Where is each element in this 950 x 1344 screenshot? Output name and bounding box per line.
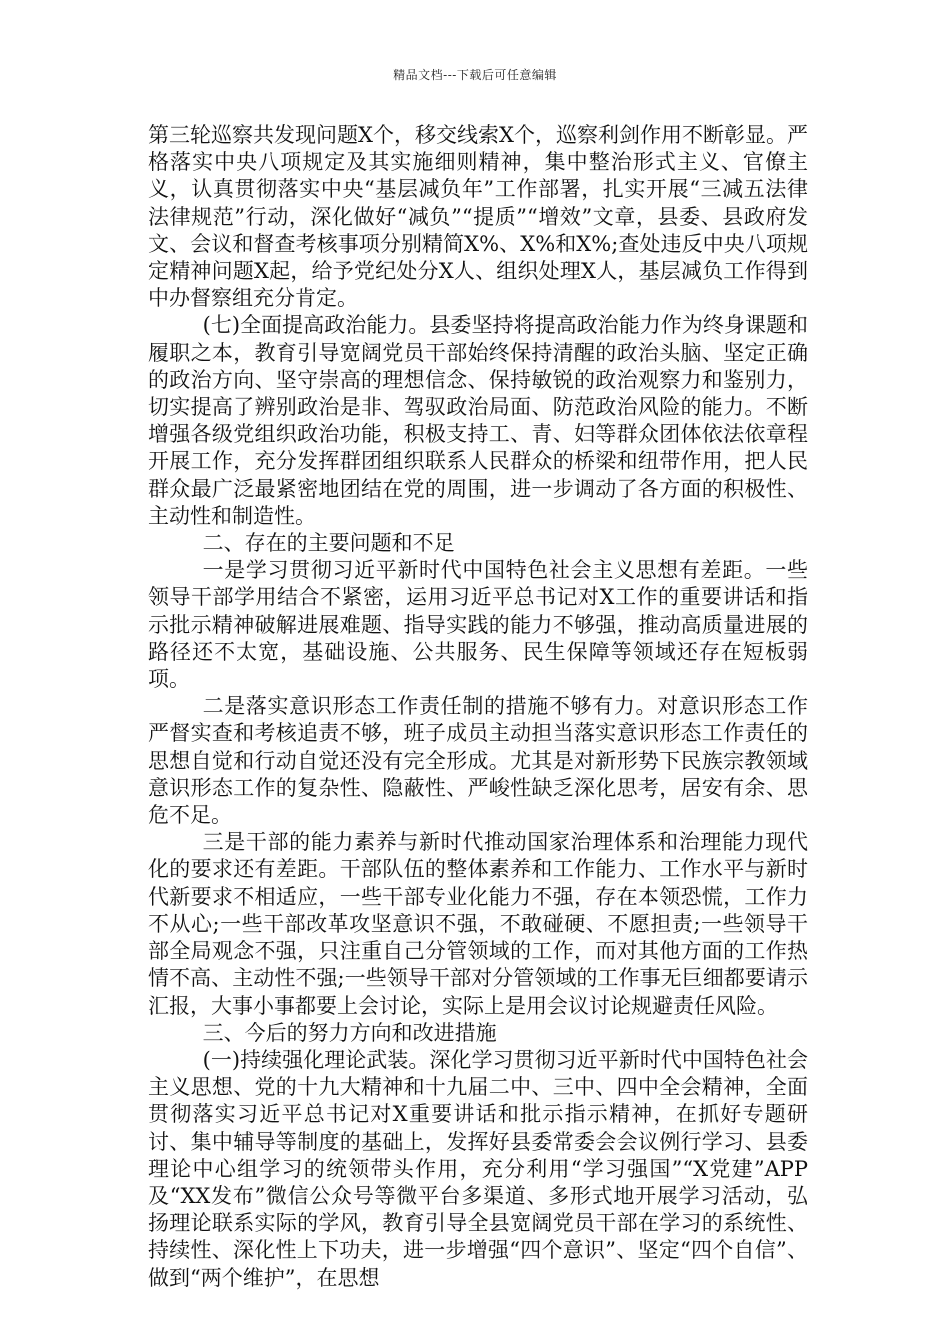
section-heading-measures: 三、今后的努力方向和改进措施 <box>202 1020 497 1045</box>
paragraph-problem-2: 二是落实意识形态工作责任制的措施不够有力。对意识形态工作严督实查和考核追责不够，班子成员主动担当落实意识形态工作责任的思想自觉和行动自觉还没有完全形成。尤其是对新形势下民族宗教领域意识形态工作的复杂性、隐蔽性、严峻性缺乏深化思考，居安有余、思危不足。 <box>148 694 808 828</box>
page-header: 精品文档---下载后可任意编辑 <box>393 68 557 82</box>
paragraph-continuation: 第三轮巡察共发现问题X个，移交线索X个，巡察利剑作用不断彰显。严格落实中央八项规定及其实施细则精神，集中整治形式主义、官僚主义，认真贯彻落实中央“基层减负年”工作部署，扎实开展“三减五法律法律规范”行动，深化做好“减负”“提质”“增效”文章，县委、县政府发文、会议和督查考核事项分别精简X%、X%和X%;查处违反中央八项规定精神问题X起，给予党纪处分X人、组织处理X人，基层减负工作得到中办督察组充分肯定。 <box>148 123 808 311</box>
paragraph-problem-3: 三是干部的能力素养与新时代推动国家治理体系和治理能力现代化的要求还有差距。干部队伍的整体素养和工作能力、工作水平与新时代新要求不相适应，一些干部专业化能力不强，存在本领恐慌，工作力不从心;一些干部改革攻坚意识不强，不敢碰硬、不愿担责;一些领导干部全局观念不强，只注重自己分管领域的工作，而对其他方面的工作热情不高、主动性不强;一些领导干部对分管领域的工作事无巨细都要请示汇报，大事小事都要上会讨论，实际上是用会议讨论规避责任风险。 <box>148 830 808 1018</box>
paragraph-problem-1: 一是学习贯彻习近平新时代中国特色社会主义思想有差距。一些领导干部学用结合不紧密，运用习近平总书记对X工作的重要讲话和指示批示精神破解进展难题、指导实践的能力不够强，推动高质量进展的路径还不太宽，基础设施、公共服务、民生保障等领域还存在短板弱项。 <box>148 558 808 692</box>
paragraph-political-ability: (七)全面提高政治能力。县委坚持将提高政治能力作为终身课题和履职之本，教育引导宽阔党员干部始终保持清醒的政治头脑、坚定正确的政治方向、坚守崇高的理想信念、保持敏锐的政治观察力和鉴别力，切实提高了辨别政治是非、驾驭政治局面、防范政治风险的能力。不断增强各级党组织政治功能，积极支持工、青、妇等群众团体依法依章程开展工作，充分发挥群团组织联系人民群众的桥梁和纽带作用，把人民群众最广泛最紧密地团结在党的周围，进一步调动了各方面的积极性、主动性和制造性。 <box>148 313 808 528</box>
paragraph-measure-1: (一)持续强化理论武装。深化学习贯彻习近平新时代中国特色社会主义思想、党的十九大精神和十九届二中、三中、四中全会精神，全面贯彻落实习近平总书记对X重要讲话和批示指示精神，在抓好专题研讨、集中辅导等制度的基础上，发挥好县委常委会会议例行学习、县委理论中心组学习的统领带头作用，充分利用“学习强国”“X党建”APP及“XX发布”微信公众号等微平台多渠道、多形式地开展学习活动，弘扬理论联系实际的学风，教育引导全县宽阔党员干部在学习的系统性、持续性、深化性上下功夫，进一步增强“四个意识”、坚定“四个自信”、做到“两个维护”，在思想 <box>148 1047 808 1290</box>
section-heading-problems: 二、存在的主要问题和不足 <box>202 531 455 556</box>
document-body <box>148 122 808 1292</box>
